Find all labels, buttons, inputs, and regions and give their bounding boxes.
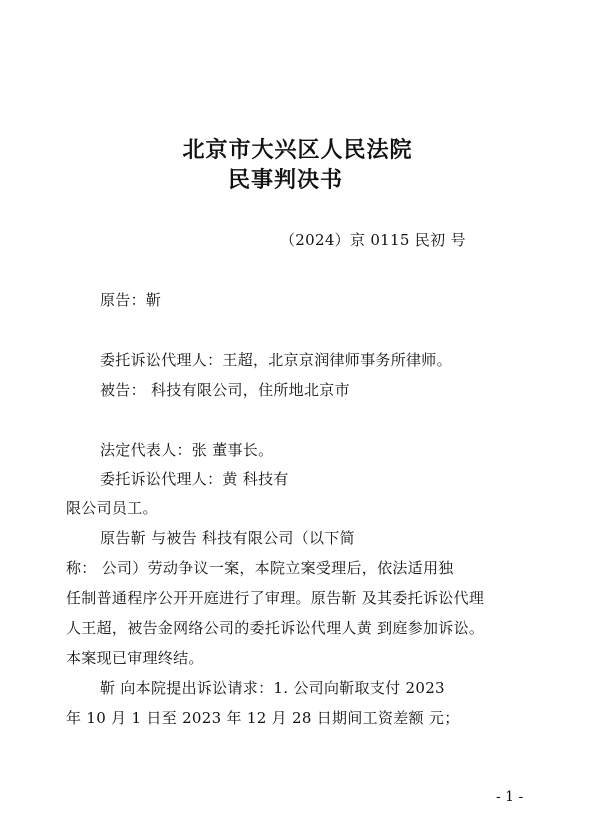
body-paragraph-line: 人王超，被告金网络公司的委托诉讼代理人黄 到庭参加诉讼。 — [66, 619, 485, 637]
claims-paragraph-line: 靳 向本院提出诉讼请求：1. 公司向靳取支付 2023 — [100, 679, 445, 697]
document-type-title: 民事判决书 — [227, 167, 343, 193]
court-title: 北京市大兴区人民法院 — [182, 137, 413, 163]
legal-representative-line: 法定代表人：张 董事长。 — [100, 441, 274, 459]
claims-paragraph-line: 年 10 月 1 日至 2023 年 12 月 28 日期间工资差额 元； — [66, 709, 460, 727]
defendant-line: 被告： 科技有限公司，住所地北京市 — [100, 381, 350, 399]
defendant-agent-line-cont: 限公司员工。 — [66, 499, 158, 517]
defendant-agent-line: 委托诉讼代理人：黄 科技有 — [100, 470, 289, 488]
page-number: - 1 - — [496, 789, 524, 805]
body-paragraph-line: 原告靳 与被告 科技有限公司（以下简 — [100, 529, 355, 547]
plaintiff-agent-line: 委托诉讼代理人：王超，北京京润律师事务所律师。 — [100, 351, 452, 369]
body-paragraph-line: 本案现已审理终结。 — [66, 649, 204, 667]
case-number: （2024）京 0115 民初 号 — [280, 231, 466, 249]
body-paragraph-line: 任制普通程序公开开庭进行了审理。原告靳 及其委托诉讼代理 — [66, 589, 485, 607]
body-paragraph-line: 称： 公司）劳动争议一案，本院立案受理后，依法适用独 — [66, 559, 454, 577]
plaintiff-line: 原告：靳 — [100, 291, 162, 309]
